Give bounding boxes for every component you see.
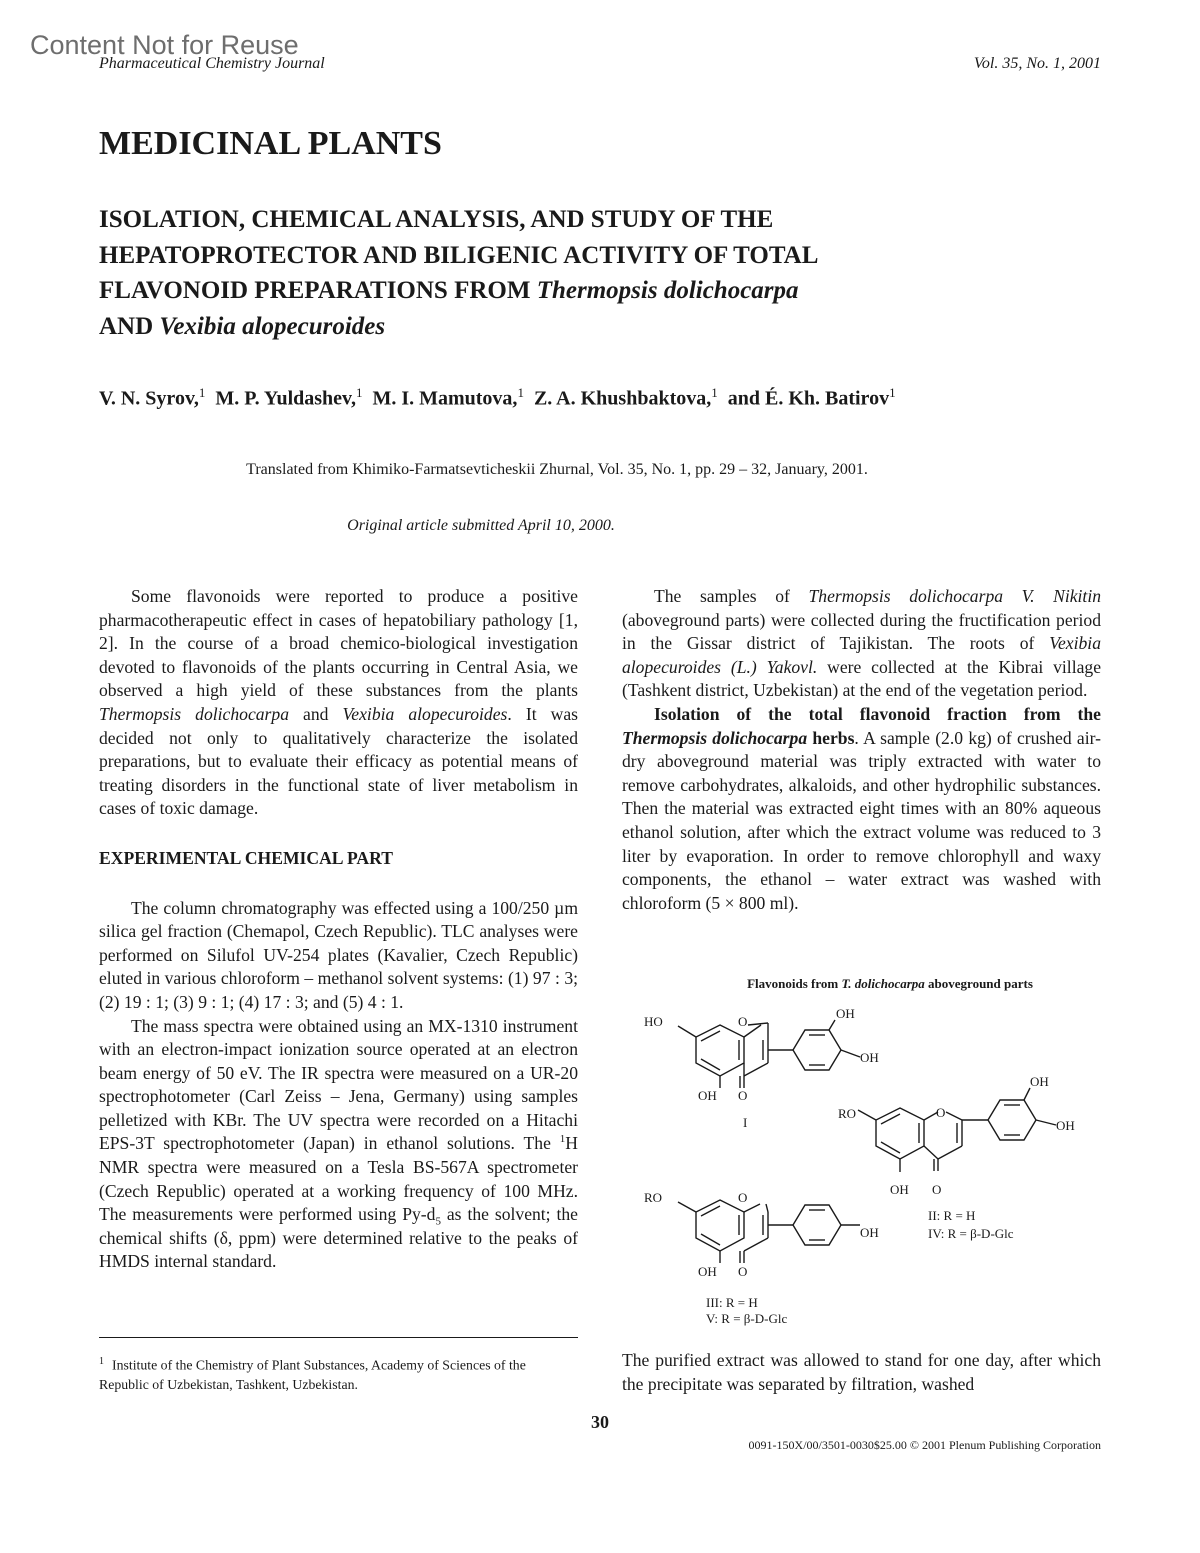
label-oh: OH [698,1264,717,1279]
label-ring-o: O [936,1105,946,1120]
volume-info: Vol. 35, No. 1, 2001 [973,55,1101,72]
spectra-text: as the solvent; the chemical shifts (δ, ppm) were determined relative to the peaks of HMDS internal standard. [99,1204,578,1272]
compound-label-iv: IV: R = β-D-Glc [928,1226,1014,1241]
label-oh: OH [890,1182,909,1197]
submission-date [0,517,1200,535]
label-ring-o: O [738,1190,748,1205]
label-oh: OH [860,1050,879,1065]
affiliation-mark: 1 [517,385,524,400]
affiliation-mark: 1 [889,385,896,400]
title-line-2: HEPATOPROTECTOR AND BILIGENIC ACTIVITY OF TOTAL [99,241,819,269]
subscript: 5 [435,1215,441,1228]
author: V. N. Syrov, [99,387,199,410]
structure-i [678,1020,860,1088]
watermark: Content Not for Reuse [30,30,299,60]
title-species-1: Thermopsis dolichocarpa [536,277,799,304]
footnote [99,1352,579,1394]
footnote-text: Institute of the Chemistry of Plant Substances, Academy of Sciences of the Republic of Uzbekistan, Tashkent, Uzbekistan. [99,1357,526,1392]
title-line-1: ISOLATION, CHEMICAL ANALYSIS, AND STUDY OF THE [99,206,774,233]
continuation-paragraph: The purified extract was allowed to stand for one day, after which the precipitate was separated by filtration, washed [622,1350,1101,1394]
label-ho: HO [644,1014,663,1029]
right-column [622,585,1101,915]
label-oh: OH [836,1006,855,1021]
copyright-line: 0091-150X/00/3501-0030$25.00 © 2001 Plenum Publishing Corporation [748,1438,1101,1452]
label-oh: OH [698,1088,717,1103]
spectra-text: The mass spectra were obtained using an MX-1310 instrument with an electron-impact ionization source operated at an electron beam energy of 50 eV. The IR spectra were measured on a UR-20 spectrophotometer (Carl Zeiss – Jena, Germany) using samples pelletized with KBr. The UV spectra were recorded on a Hitachi EPS-3T spectrophotometer (Japan) in ethanol solutions. The [99,1015,578,1154]
compound-label-iii: III: R = H [706,1295,758,1310]
samples-text: The samples of [654,586,809,606]
structure-iii-v [678,1200,860,1263]
caption-species: T. dolichocarpa [841,976,925,991]
affiliation-mark: 1 [711,385,718,400]
intro-paragraph [99,585,578,821]
footnote-number: 1 [99,1356,104,1367]
samples-text: were collected at the Kibrai village (Tashkent district, Uzbekistan) at the end of the vegetation period. [622,656,1101,701]
intro-text: and [289,703,343,724]
translation-text: Translated from Khimiko-Farmatsevticheskii Zhurnal, Vol. 35, No. 1, pp. 29 – 32, January, 2001. [246,461,868,478]
caption-text: aboveground parts [924,976,1033,991]
isolation-heading: Isolation of the total flavonoid fraction from the [654,703,1101,724]
label-keto-o: O [738,1088,748,1103]
affiliation-mark: 1 [198,385,206,400]
samples-text: (aboveground parts) were collected during the fructification period in the Gissar district of Tajikistan. The roots of [622,609,1101,654]
left-column [99,585,578,1274]
intro-text: Some flavonoids were reported to produce a positive pharmacotherapeutic effect in cases of hepatobiliary pathology [1, 2]. In the course of a broad chemico-biological investigation devoted to flavonoids of the plants occurring in Central Asia, we observed a high yield of these substances from the plants [99,586,578,701]
authors [99,385,896,411]
species-name: Thermopsis dolichocarpa V. Nikitin [808,586,1102,606]
journal-name: Pharmaceutical Chemistry Journal [99,55,325,72]
intro-text: . It was decided not only to qualitatively characterize the isolated preparations, but to evaluate their efficacy as potential means of treating disorders in the functional state of liver metabolism in cases of toxic damage. [99,703,579,819]
page-number: 30 [591,1412,609,1432]
author: and É. Kh. Batirov [727,387,890,410]
species-name: Thermopsis dolichocarpa [622,727,808,748]
label-oh: OH [1056,1118,1075,1133]
author: Z. A. Khushbaktova, [533,387,712,410]
flavonoid-structures [638,1000,1108,1335]
title-line-4 [99,309,1099,345]
samples-paragraph [622,585,1101,703]
species-name: Vexibia alopecuroides [342,703,508,724]
spectra-paragraph [99,1015,578,1275]
label-oh: OH [1030,1074,1049,1089]
superscript: 1 [559,1133,566,1146]
author: M. I. Mamutova, [372,387,518,410]
affiliation-mark: 1 [355,385,363,400]
title-species-2: Vexibia alopecuroides [159,312,386,340]
article-title [99,202,1099,344]
title-text: FLAVONOID PREPARATIONS FROM [99,277,537,304]
label-ring-o: O [738,1014,748,1029]
submission-text: Original article submitted April 10, 2000. [347,517,615,534]
compound-label-i: I [743,1115,748,1130]
chromatography-paragraph: The column chromatography was effected using a 100/250 µm silica gel fraction (Chemapol, Czech Republic). TLC analyses were performed on Silufol UV-254 plates (Kavalier, Czech Republic) eluted in various chloroform – methanol solvent systems: (1) 97 : 3; (2) 19 : 1; (3) 9 : 1; (4) 17 : 3; and (5) 4 : 1. [99,897,578,1012]
caption-text: Flavonoids from [747,976,842,991]
species-name: Thermopsis dolichocarpa [99,703,289,724]
label-oh: OH [860,1225,879,1240]
section-title: MEDICINAL PLANTS [99,125,442,162]
footnote-rule [99,1337,578,1338]
isolation-text: . A sample (2.0 kg) of crushed air-dry aboveground material was triply extracted with water to remove carbohydrates, alkaloids, and other hydrophilic substances. Then the material was extracted eight times with an 80% aqueous ethanol solution, after which the extract volume was reduced to 3 liter by evaporation. In order to remove chlorophyll and waxy components, the ethanol – water extract was washed with chloroform (5 × 800 ml). [622,727,1101,913]
compound-label-ii: II: R = H [928,1208,976,1223]
author: M. P. Yuldashev, [215,387,356,410]
compound-label-v: V: R = β-D-Glc [706,1311,788,1326]
title-text: AND [99,312,160,340]
experimental-heading: EXPERIMENTAL CHEMICAL PART [99,847,393,868]
isolation-paragraph [622,703,1101,915]
label-keto-o: O [932,1182,942,1197]
spectra-text: H NMR spectra were measured on a Tesla BS-567A spectrometer (Czech Republic) operated at a working frequency of 100 MHz. The measurements were performed using Py-d [99,1133,578,1225]
translation-note [0,461,1200,479]
label-ro: RO [644,1190,663,1205]
figure-caption [622,976,1158,992]
structure-ii-iv [858,1088,1056,1172]
label-ro: RO [838,1106,857,1121]
species-name: Vexibia alopecuroides (L.) Yakovl. [622,633,1101,677]
title-line-3 [99,273,1099,309]
label-keto-o: O [738,1264,748,1279]
isolation-heading: herbs [807,727,855,748]
